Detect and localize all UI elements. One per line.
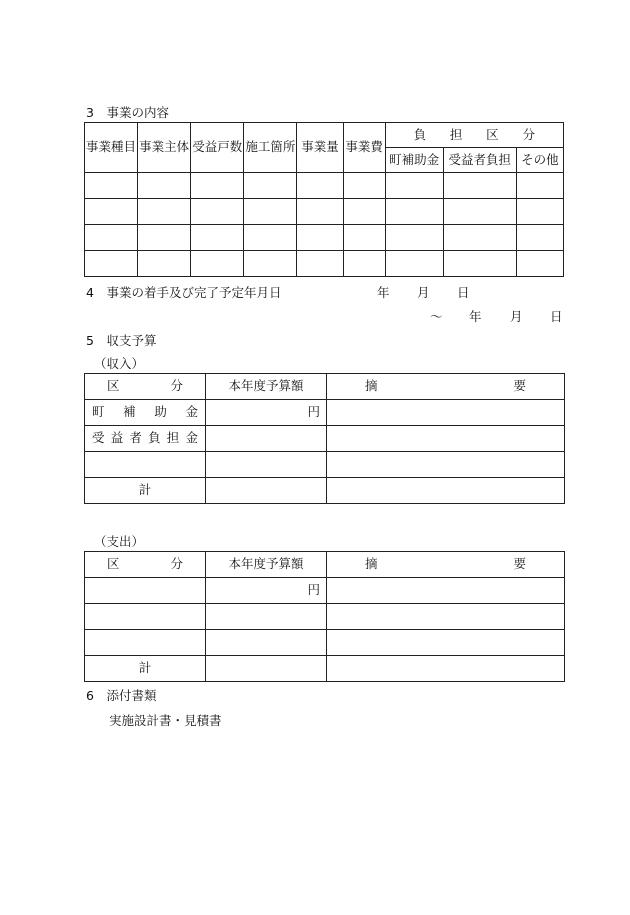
- income-row-amount: [206, 452, 327, 478]
- burden-char: 区: [486, 126, 499, 142]
- table-row: [85, 604, 565, 630]
- cell: [85, 173, 138, 199]
- expense-row-remarks: [327, 604, 565, 630]
- cell: [516, 225, 563, 251]
- income-row-amount: 円: [206, 400, 327, 426]
- kubun-char: 受: [92, 430, 105, 446]
- date-start-day: 日: [457, 285, 470, 300]
- date-range-tilde: ～: [430, 309, 443, 324]
- cell: [343, 199, 385, 225]
- cell: [443, 225, 516, 251]
- table-row: [85, 251, 564, 277]
- table-row: [85, 199, 564, 225]
- expense-row-amount: [206, 630, 327, 656]
- header-burden-category: [385, 123, 563, 148]
- date-end-month: 月: [510, 309, 523, 324]
- expense-total-remarks: [327, 656, 565, 682]
- income-total-amount: [206, 478, 327, 504]
- income-total-remarks: [327, 478, 565, 504]
- cell: [443, 173, 516, 199]
- date-start-year: 年: [377, 285, 390, 300]
- section5-heading: 5 収支予算: [86, 333, 157, 348]
- table-row: [85, 578, 565, 604]
- expense-row-kubun: [85, 578, 206, 604]
- cell: [297, 173, 343, 199]
- cell: [138, 173, 191, 199]
- cell: [191, 225, 244, 251]
- cell: [191, 251, 244, 277]
- expense-row-amount: [206, 604, 327, 630]
- kubun-char: 負: [148, 430, 161, 446]
- burden-char: 分: [522, 126, 535, 142]
- cell: [516, 251, 563, 277]
- cell: [516, 199, 563, 225]
- date-end-year: 年: [469, 309, 482, 324]
- header-other: その他: [516, 148, 563, 173]
- table-row: [85, 426, 565, 452]
- expense-header-remarks: [327, 552, 565, 578]
- kubun-char: 担: [166, 430, 180, 446]
- kubun-char: 区: [107, 378, 120, 394]
- cell: [138, 199, 191, 225]
- header-jueki-kosu: 受益戸数: [191, 123, 244, 173]
- expense-row-kubun: [85, 630, 206, 656]
- cell: [244, 251, 297, 277]
- income-row-kubun: [85, 400, 206, 426]
- expense-header-kubun: [85, 552, 206, 578]
- expense-row-remarks: [327, 630, 565, 656]
- section4-heading: 4 事業の着手及び完了予定年月日: [86, 285, 282, 300]
- income-header-kubun: [85, 374, 206, 400]
- expense-total-label: 計: [85, 656, 206, 682]
- cell: [244, 173, 297, 199]
- burden-char: 負: [413, 126, 427, 142]
- cell: [385, 199, 443, 225]
- cell: [443, 251, 516, 277]
- cell: [191, 199, 244, 225]
- cell: [244, 199, 297, 225]
- income-row-kubun: [85, 452, 206, 478]
- section6-heading: 6 添付書類: [86, 688, 157, 703]
- kubun-char: 者: [129, 430, 142, 446]
- header-jigyo-shutai: 事業主体: [138, 123, 191, 173]
- cell: [191, 173, 244, 199]
- attached-documents: 実施設計書・見積書: [109, 713, 222, 728]
- income-header-remarks: [327, 374, 565, 400]
- total-row: [85, 656, 565, 682]
- remarks-char: 要: [513, 378, 526, 394]
- date-start-month: 月: [417, 285, 430, 300]
- table-row: [85, 225, 564, 251]
- income-total-label: 計: [85, 478, 206, 504]
- table-row: [85, 452, 565, 478]
- header-jigyo-shumoku: 事業種目: [85, 123, 138, 173]
- income-budget-table: [84, 373, 565, 504]
- cell: [138, 225, 191, 251]
- remarks-char: 要: [513, 556, 526, 572]
- expense-row-remarks: [327, 578, 565, 604]
- cell: [516, 173, 563, 199]
- income-header-amount: 本年度予算額: [206, 374, 327, 400]
- income-row-remarks: [327, 426, 565, 452]
- kubun-char: 分: [170, 556, 183, 572]
- cell: [85, 199, 138, 225]
- income-label: （収入）: [94, 356, 145, 371]
- burden-char: 担: [449, 126, 463, 142]
- kubun-char: 分: [170, 378, 183, 394]
- kubun-char: 町: [92, 404, 105, 420]
- kubun-char: 補: [123, 404, 136, 420]
- expense-budget-table: [84, 551, 565, 682]
- table-row: [85, 630, 565, 656]
- income-row-remarks: [327, 400, 565, 426]
- remarks-char: 摘: [365, 378, 378, 394]
- section3-heading: 3 事業の内容: [86, 105, 169, 120]
- cell: [385, 251, 443, 277]
- header-town-subsidy: 町補助金: [385, 148, 443, 173]
- cell: [138, 251, 191, 277]
- cell: [385, 173, 443, 199]
- kubun-char: 助: [154, 404, 167, 420]
- cell: [297, 199, 343, 225]
- kubun-char: 金: [185, 430, 198, 446]
- table-row: [85, 400, 565, 426]
- remarks-char: 摘: [365, 556, 378, 572]
- cell: [343, 173, 385, 199]
- cell: [385, 225, 443, 251]
- cell: [244, 225, 297, 251]
- cell: [343, 225, 385, 251]
- cell: [85, 225, 138, 251]
- header-jigyo-hi: 事業費: [343, 123, 385, 173]
- expense-row-kubun: [85, 604, 206, 630]
- expense-header-amount: 本年度予算額: [206, 552, 327, 578]
- income-row-kubun: [85, 426, 206, 452]
- table-row: [85, 173, 564, 199]
- project-content-table: [84, 122, 564, 277]
- header-seko-kasho: 施工箇所: [244, 123, 297, 173]
- income-row-amount: [206, 426, 327, 452]
- header-beneficiary-burden: 受益者負担: [443, 148, 516, 173]
- total-row: [85, 478, 565, 504]
- cell: [297, 225, 343, 251]
- cell: [443, 199, 516, 225]
- kubun-char: 金: [185, 404, 198, 420]
- cell: [85, 251, 138, 277]
- date-end-day: 日: [550, 309, 563, 324]
- cell: [297, 251, 343, 277]
- expense-row-amount: 円: [206, 578, 327, 604]
- expense-label: （支出）: [94, 534, 145, 549]
- expense-total-amount: [206, 656, 327, 682]
- kubun-char: 益: [110, 430, 124, 446]
- cell: [343, 251, 385, 277]
- income-row-remarks: [327, 452, 565, 478]
- kubun-char: 区: [107, 556, 120, 572]
- header-jigyo-ryo: 事業量: [297, 123, 343, 173]
